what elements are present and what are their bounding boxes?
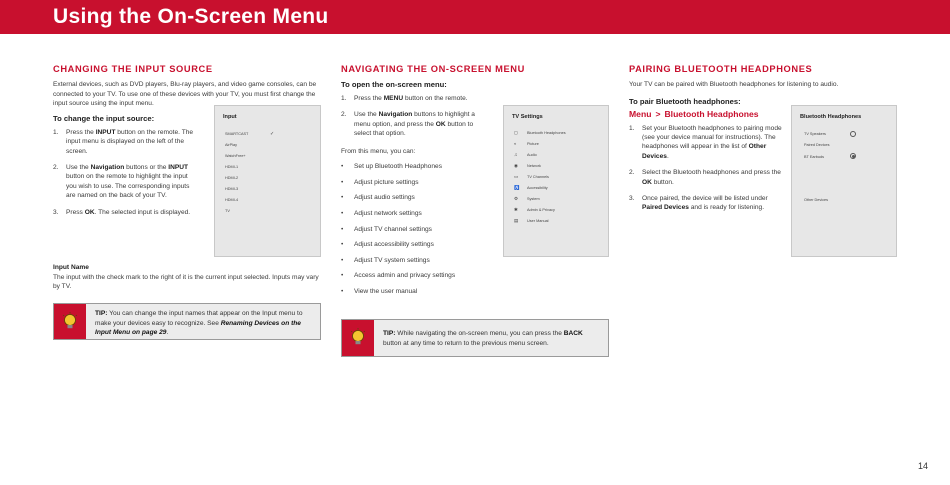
tv-settings-item: TV Channels	[527, 175, 549, 179]
tv-settings-item: User Manual	[527, 219, 549, 223]
tv-channels-icon: ▭	[514, 174, 519, 179]
tv-settings-title: TV Settings	[512, 114, 543, 120]
input-menu-screenshot	[214, 105, 321, 257]
bluetooth-subheading: To pair Bluetooth headphones:	[629, 96, 741, 106]
input-source-subheading: To change the input source:	[53, 113, 155, 123]
headphones-icon: ◻	[514, 130, 518, 135]
bluetooth-menu-item: Other Devices	[804, 198, 829, 202]
page-number: 14	[917, 461, 928, 471]
nav-step-2: 2. Use the Navigation buttons to highlight a menu option, and press the OK button to select that option.	[341, 111, 475, 138]
tip-text-input: TIP: You can change the input names that appear on the Input menu to make your devices easy to recognize. See Renaming Devices on the Input Menu on page 29.	[95, 310, 303, 337]
tv-settings-screenshot	[503, 105, 609, 257]
from-menu-text: From this menu, you can:	[341, 147, 416, 155]
bluetooth-menu-title: Bluetooth Headphones	[800, 114, 862, 120]
accessibility-icon: ♿	[514, 185, 520, 190]
picture-icon: ◐	[514, 141, 517, 146]
title-banner	[0, 0, 950, 34]
input-menu-item: TV	[225, 209, 230, 213]
list-item: • Adjust accessibility settings	[341, 240, 611, 249]
list-item: • Set up Bluetooth Headphones	[341, 162, 611, 171]
input-name-text: The input with the check mark to the right of it is the current input selected. Inputs may vary by TV.	[53, 273, 319, 291]
bluetooth-menu-item: Paired Devices	[804, 143, 830, 147]
nav-step-1: 1. Press the MENU button on the remote.	[341, 95, 468, 102]
tip-box-navigating	[341, 319, 609, 357]
list-item: • Adjust TV system settings	[341, 256, 611, 265]
menu-path-item: Bluetooth Headphones	[664, 108, 759, 119]
list-item: • Access admin and privacy settings	[341, 271, 611, 280]
bt-step-3: 3. Once paired, the device will be listed under Paired Devices and is ready for listening.	[629, 195, 768, 212]
bluetooth-menu-item: BT Earbuds	[804, 155, 824, 159]
bt-step-2: 2. Select the Bluetooth headphones and press the OK button.	[629, 169, 781, 186]
lightbulb-icon	[342, 320, 374, 356]
bluetooth-intro: Your TV can be paired with Bluetooth headphones for listening to audio.	[629, 81, 839, 88]
path-separator-icon: >	[655, 108, 661, 119]
section-heading-navigating: NAVIGATING THE ON-SCREEN MENU	[341, 64, 525, 74]
list-item: • Adjust network settings	[341, 209, 611, 218]
input-menu-item: HDMI-3	[225, 187, 239, 191]
list-item: • Adjust picture settings	[341, 178, 611, 187]
menu-path-root: Menu	[629, 108, 652, 119]
checkmark-icon: ✓	[270, 131, 275, 137]
input-menu-title: Input	[223, 114, 237, 120]
list-item: • View the user manual	[341, 287, 611, 296]
input-menu-item: WatchFree+	[225, 154, 246, 158]
lightbulb-icon	[54, 304, 86, 339]
tip-text-navigating: TIP: While navigating the on-screen menu, you can press the BACK button at any time to return to the previous menu screen.	[383, 330, 583, 347]
audio-icon: ♫	[514, 152, 518, 157]
tv-settings-item: Picture	[527, 142, 539, 146]
tv-settings-item: Accessibility	[527, 186, 548, 190]
navigating-steps-list	[341, 94, 491, 139]
section-heading-input-source: CHANGING THE INPUT SOURCE	[53, 64, 213, 74]
bluetooth-headphones-screenshot	[791, 105, 897, 257]
tv-settings-item: Admin & Privacy	[527, 208, 555, 212]
list-item: • Adjust TV channel settings	[341, 225, 611, 234]
input-source-intro: External devices, such as DVD players, Blu-ray players, and video game consoles, can be connected to your TV. To use one of these devices with your TV, you must first change the input source using the input menu.	[53, 81, 317, 108]
renaming-devices-link[interactable]: Renaming Devices on the Input Menu on page 29	[95, 319, 301, 337]
tv-settings-item: Network	[527, 164, 541, 168]
bt-step-1: 1. Set your Bluetooth headphones to pairing mode (see your device manual for instructions). The headphones will appear in the list of Other Devices.	[629, 124, 782, 160]
input-menu-item: HDMI-1	[225, 165, 239, 169]
input-menu-item: HDMI-4	[225, 198, 239, 202]
input-menu-item: HDMI-2	[225, 176, 239, 180]
tv-settings-item: System	[527, 197, 540, 201]
section-heading-bluetooth: PAIRING BLUETOOTH HEADPHONES	[629, 64, 813, 74]
admin-privacy-icon: ✱	[514, 207, 518, 212]
list-item: • Adjust audio settings	[341, 193, 611, 202]
page-title: Using the On-Screen Menu	[53, 5, 329, 28]
input-name-note	[53, 263, 323, 292]
radio-icon	[850, 131, 856, 137]
bluetooth-menu-item: TV Speakers	[804, 132, 826, 136]
tip-box-input	[53, 303, 321, 340]
bluetooth-steps-list	[629, 124, 784, 213]
input-step-2: 2. Use the Navigation buttons or the INPUT button on the remote to highlight the input you wish to use. The corresponding inputs are named on the back of your TV.	[53, 164, 190, 200]
radio-selected-icon	[850, 153, 856, 159]
system-gear-icon: ⚙	[514, 196, 518, 201]
navigating-subheading: To open the on-screen menu:	[341, 80, 447, 89]
network-icon: ◉	[514, 163, 518, 168]
input-name-label: Input Name	[53, 264, 89, 271]
input-menu-item: SMARTCAST	[225, 132, 249, 136]
user-manual-icon: ▤	[514, 218, 519, 223]
tv-settings-item: Audio	[527, 153, 537, 157]
input-steps-list	[53, 128, 198, 217]
input-menu-item: AirPlay	[225, 143, 238, 147]
input-step-3: 3. Press OK. The selected input is displayed.	[53, 208, 191, 216]
tv-settings-item: Bluetooth Headphones	[527, 131, 566, 135]
input-step-1: 1. Press the INPUT button on the remote. The input menu is displayed on the left of the screen.	[53, 128, 194, 155]
